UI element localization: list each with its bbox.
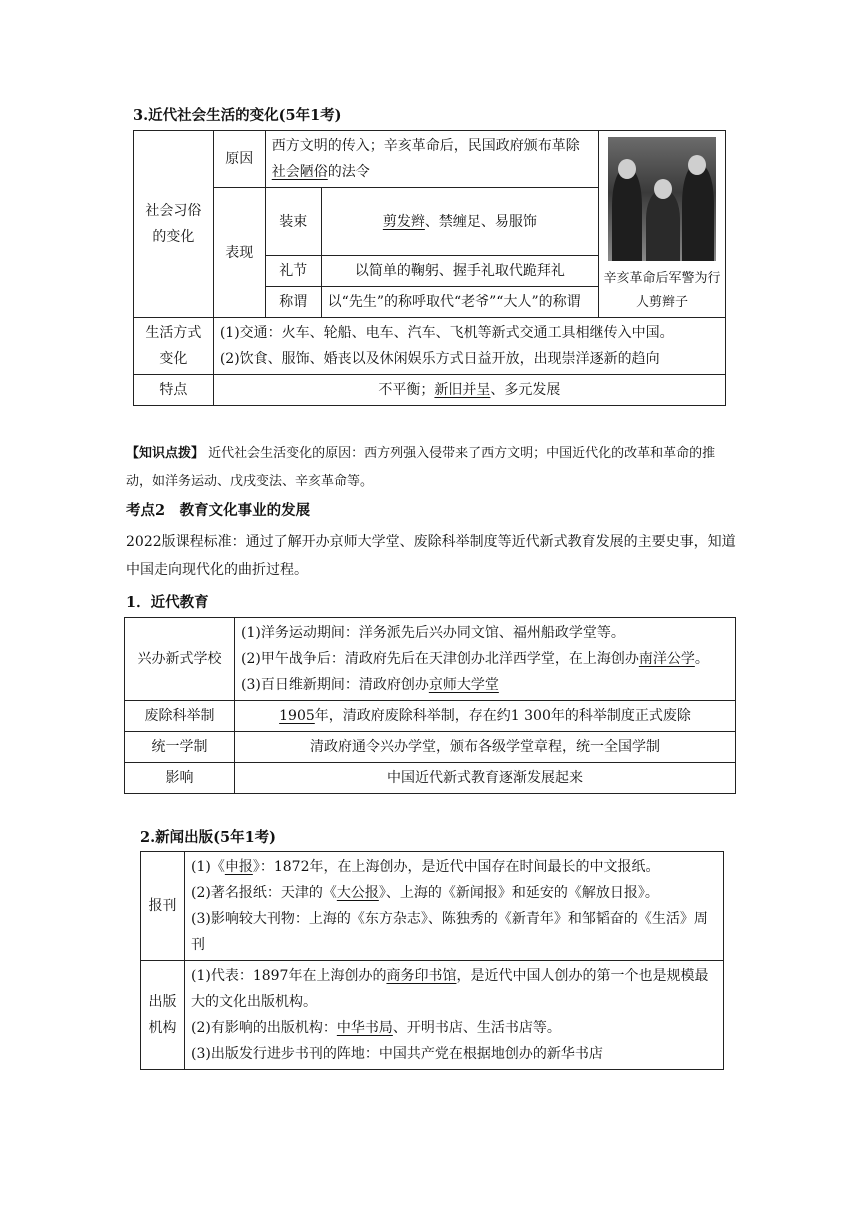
address-text: 以“先生”的称呼取代“老爷”“大人”的称谓 bbox=[321, 287, 598, 318]
customs-label: 社会习俗的变化 bbox=[134, 131, 214, 318]
education-table bbox=[124, 617, 736, 794]
historical-photo bbox=[608, 137, 716, 261]
etiquette-label: 礼节 bbox=[265, 256, 321, 287]
press-table bbox=[140, 851, 724, 1070]
section-title-social-life: 3.近代社会生活的变化(5年1考) bbox=[133, 107, 342, 124]
paper-text: (1)《申报》：1872年，在上海创办，是近代中国存在时间最长的中文报纸。 (2)著名报纸：天津的《大公报》、上海的《新闻报》和延安的《解放日报》。 (3)影响较大刊物：上海的《东方杂志》、陈独秀的《新青年》和邹韬奋的《生活》周刊 bbox=[185, 852, 724, 961]
address-label: 称谓 bbox=[265, 287, 321, 318]
pub-label: 出版机构 bbox=[141, 961, 185, 1070]
exam-text: 1905年，清政府废除科举制，存在约1 300年的科举制度正式废除 bbox=[235, 701, 736, 732]
system-label: 统一学制 bbox=[125, 732, 235, 763]
reason-label: 原因 bbox=[213, 131, 265, 188]
impact-label: 影响 bbox=[125, 763, 235, 794]
paper-label: 报刊 bbox=[141, 852, 185, 961]
lifestyle-text: (1)交通：火车、轮船、电车、汽车、飞机等新式交通工具相继传入中国。 (2)饮食、服饰、婚丧以及休闲娱乐方式日益开放，出现崇洋逐新的趋向 bbox=[213, 318, 725, 375]
lifestyle-label: 生活方式变化 bbox=[134, 318, 214, 375]
tip-label: 【知识点拨】 bbox=[126, 446, 205, 461]
curriculum-standard: 2022版课程标准：通过了解开办京师大学堂、废除科举制度等近代新式教育发展的主要史事，知道中国走向现代化的曲折过程。 bbox=[126, 534, 736, 578]
press-title: 2.新闻出版(5年1考) bbox=[140, 829, 277, 846]
impact-text: 中国近代新式教育逐渐发展起来 bbox=[235, 763, 736, 794]
feature-label: 特点 bbox=[134, 375, 214, 406]
point2-title: 考点2 教育文化事业的发展 bbox=[126, 502, 311, 519]
knowledge-tip bbox=[126, 440, 738, 496]
dress-label: 装束 bbox=[265, 188, 321, 256]
pub-text: (1)代表：1897年在上海创办的商务印书馆，是近代中国人创办的第一个也是规模最大的文化出版机构。 (2)有影响的出版机构：中华书局、开明书店、生活书店等。 (3)出版发行进步书刊的阵地：中国共产党在根据地创办的新华书店 bbox=[185, 961, 724, 1070]
photo-cell bbox=[599, 131, 726, 318]
education-title: 1．近代教育 bbox=[126, 594, 209, 611]
tip-text: 近代社会生活变化的原因：西方列强入侵带来了西方文明；中国近代化的改革和革命的推动，如洋务运动、戊戌变法、辛亥革命等。 bbox=[126, 446, 716, 489]
social-life-table bbox=[133, 130, 726, 406]
feature-text: 不平衡；新旧并呈、多元发展 bbox=[213, 375, 725, 406]
system-text: 清政府通令兴办学堂，颁布各级学堂章程，统一全国学制 bbox=[235, 732, 736, 763]
etiquette-text: 以简单的鞠躬、握手礼取代跪拜礼 bbox=[321, 256, 598, 287]
school-label: 兴办新式学校 bbox=[125, 618, 235, 701]
exam-label: 废除科举制 bbox=[125, 701, 235, 732]
photo-caption: 辛亥革命后军警为行人剪辫子 bbox=[603, 271, 721, 310]
school-text: (1)洋务运动期间：洋务派先后兴办同文馆、福州船政学堂等。 (2)甲午战争后：清政府先后在天津创办北洋西学堂，在上海创办南洋公学。 (3)百日维新期间：清政府创办京师大学堂 bbox=[235, 618, 736, 701]
manifest-label: 表现 bbox=[213, 188, 265, 318]
reason-text: 西方文明的传入；辛亥革命后，民国政府颁布革除社会陋俗的法令 bbox=[265, 131, 598, 188]
dress-text: 剪发辫、禁缠足、易服饰 bbox=[321, 188, 598, 256]
